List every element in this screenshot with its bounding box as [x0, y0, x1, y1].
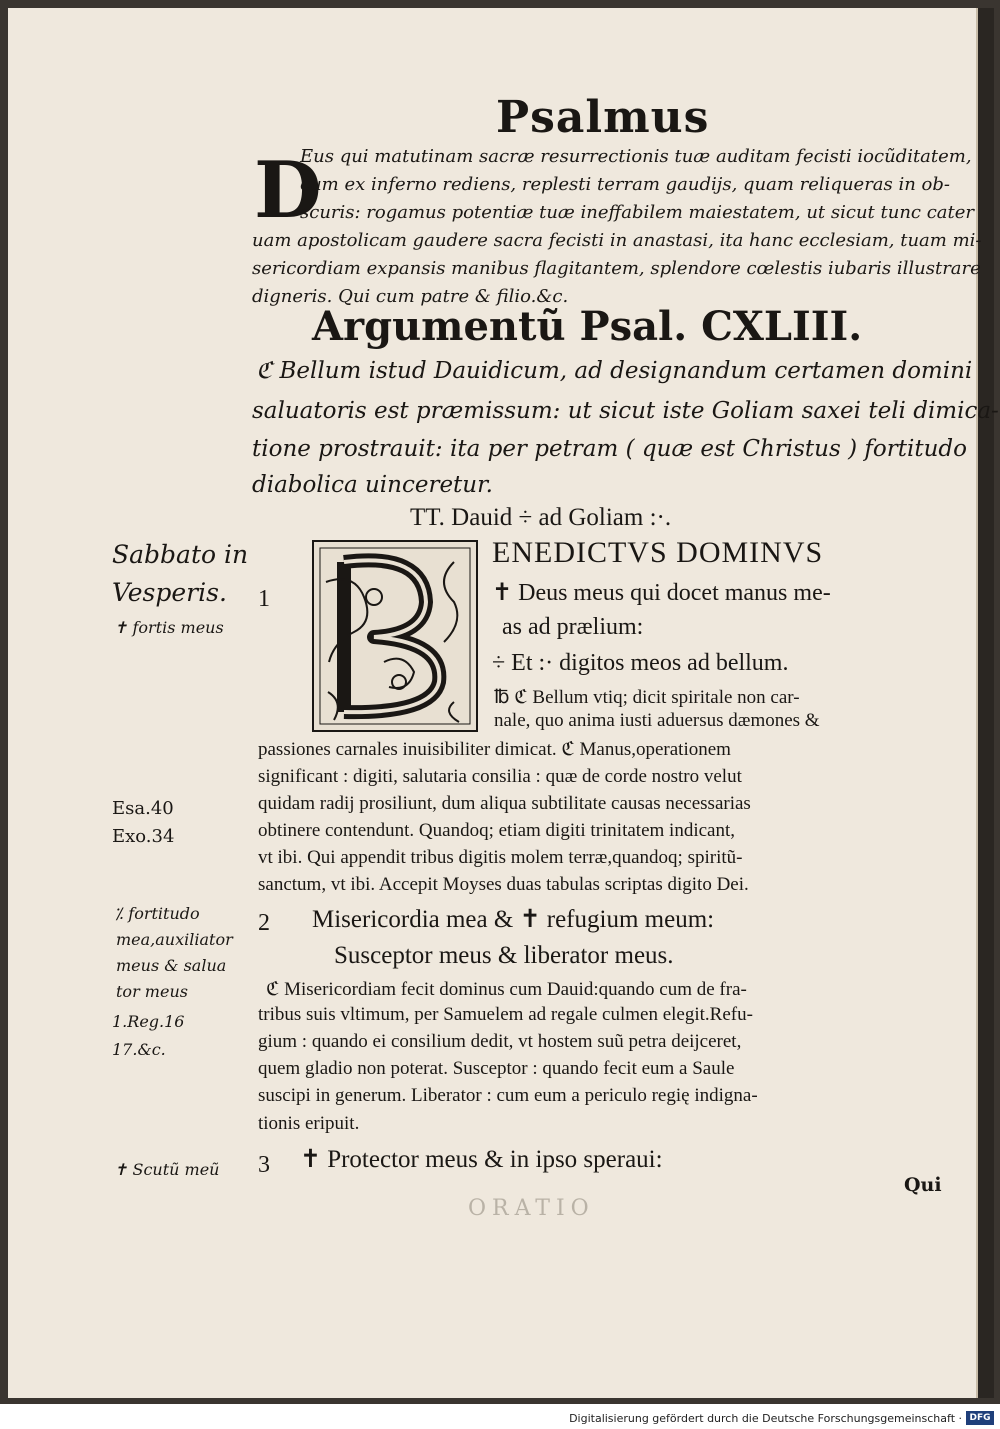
funding-notice: Digitalisierung gefördert durch die Deutsche Forschungsgemeinschaft ·: [569, 1412, 962, 1425]
book-edge: [976, 8, 994, 1398]
prayer-line: Eus qui matutinam sacræ resurrectionis tuæ auditam fecisti iocũditatem,: [300, 146, 972, 167]
commentary-line: sanctum, vt ibi. Accepit Moyses duas tabulas scriptas digito Dei.: [258, 874, 749, 895]
prayer-line: uam apostolicam gaudere sacra fecisti in anastasi, ita hanc ecclesiam, tuam mi-: [252, 230, 982, 251]
commentary-line: vt ibi. Qui appendit tribus digitis molem terræ,quandoq; spiritũ-: [258, 847, 743, 868]
verse-line: Misericordia mea & ✝ refugium meum:: [312, 906, 715, 933]
verse-line: Susceptor meus & liberator meus.: [334, 942, 674, 969]
argument-line: tione prostrauit: ita per petram ( quæ est Christus ) fortitudo: [252, 436, 967, 462]
argument-line: saluatoris est præmissum: ut sicut iste Goliam saxei teli dimica-: [252, 398, 999, 424]
verse-number: 3: [258, 1152, 270, 1178]
dfg-logo: DFG: [966, 1411, 994, 1425]
commentary-line: passiones carnales inuisibiliter dimicat. ℭ Manus,operationem: [258, 739, 731, 760]
commentary-line: gium : quando ei consilium dedit, vt hostem suũ petra deijceret,: [258, 1031, 742, 1052]
verse-line: ✝ Deus meus qui docet manus me-: [492, 580, 831, 606]
commentary-line: nale, quo anima iusti aduersus dæmones &: [494, 710, 820, 731]
margin-note: ⁒ fortitudo: [116, 904, 200, 923]
verse-line: ✝ Protector meus & in ipso speraui:: [300, 1146, 663, 1173]
verse-line: as ad prælium:: [502, 614, 644, 640]
commentary-line: obtinere contendunt. Quandoq; etiam digiti trinitatem indicant,: [258, 820, 735, 841]
prayer-line: scuris: rogamus potentiæ tuæ ineffabilem maiestatem, ut sicut tunc cater: [300, 202, 975, 223]
commentary-line: quem gladio non poterat. Susceptor : quando fecit eum a Saule: [258, 1058, 735, 1079]
prayer-line: sericordiam expansis manibus flagitantem, splendore cœlestis iubaris illustrare: [252, 258, 981, 279]
margin-reference: Exo.34: [112, 826, 175, 847]
commentary-line: tionis eripuit.: [258, 1113, 360, 1134]
margin-reference: 1.Reg.16: [112, 1012, 185, 1031]
commentary-line: tribus suis vltimum, per Samuelem ad regale culmen elegit.Refu-: [258, 1004, 753, 1025]
decorated-initial-b: [312, 540, 478, 732]
margin-heading: Sabbato in: [112, 540, 249, 569]
psalm-opening: ENEDICTVS DOMINVS: [492, 536, 824, 569]
margin-note: ✝ fortis meus: [114, 618, 224, 637]
commentary-line: ℭ Misericordiam fecit dominus cum Dauid:quando cum de fra-: [266, 979, 747, 1000]
argument-line: ℭ Bellum istud Dauidicum, ad designandum certamen domini: [256, 358, 973, 384]
commentary-line: significant : digiti, salutaria consilia : quæ de corde nostro velut: [258, 766, 742, 787]
commentary-line: suscipi in generum. Liberator : cum eum a periculo regię indigna-: [258, 1085, 758, 1106]
title-line: TT. Dauid ÷ ad Goliam :·.: [410, 504, 672, 531]
argument-line: diabolica uinceretur.: [252, 472, 493, 498]
prayer-line: digneris. Qui cum patre & filio.&c.: [252, 286, 569, 307]
bleed-through-text: ORATIO: [468, 1196, 595, 1221]
verse-line: ÷ Et :· digitos meos ad bellum.: [492, 650, 789, 676]
argument-title: Argumentũ Psal. CXLIII.: [312, 303, 863, 350]
ornament-illustration: [314, 542, 476, 730]
verse-number: 1: [258, 586, 270, 612]
margin-reference: Esa.40: [112, 798, 174, 819]
margin-note: ✝ Scutũ meũ: [114, 1160, 220, 1179]
verse-number: 2: [258, 910, 270, 936]
footer: [0, 1404, 1000, 1429]
commentary-line: ℔ ℭ Bellum vtiq; dicit spiritale non car-: [494, 687, 800, 708]
margin-note: meus & salua: [116, 956, 227, 975]
margin-reference: 17.&c.: [112, 1040, 166, 1059]
margin-note: tor meus: [116, 982, 188, 1001]
prayer-initial: D: [254, 145, 322, 236]
commentary-line: quidam radij prosiliunt, dum aliqua subtilitate causas necessarias: [258, 793, 751, 814]
page-title: Psalmus: [496, 92, 710, 143]
catchword: Qui: [904, 1174, 942, 1196]
prayer-line: cum ex inferno rediens, replesti terram gaudijs, quam reliqueras in ob-: [300, 174, 950, 195]
margin-heading: Vesperis.: [112, 578, 227, 607]
margin-note: mea,auxiliator: [116, 930, 233, 949]
